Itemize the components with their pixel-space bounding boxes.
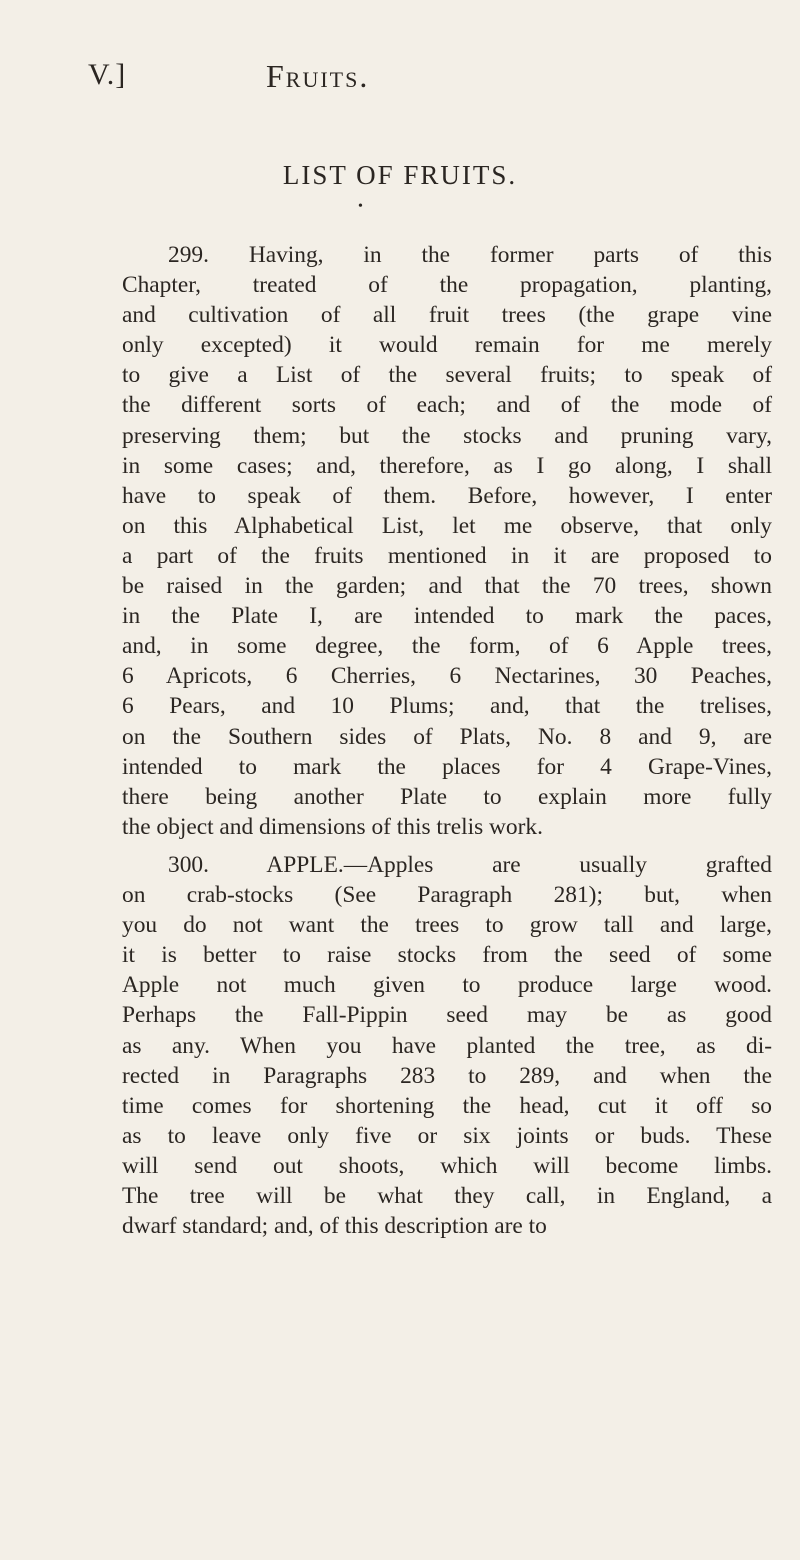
text-line: dwarf standard; and, of this description are to (122, 1213, 547, 1240)
text-line: 6 Pears, and 10 Plums; and, that the trelises, (122, 693, 772, 720)
text-line: Apple not much given to produce large wood. (122, 972, 772, 999)
text-line: in the Plate I, are intended to mark the paces, (122, 603, 772, 630)
paragraph-300 (122, 850, 772, 1241)
text-line: intended to mark the places for 4 Grape-Vines, (122, 753, 772, 780)
text-line: and, in some degree, the form, of 6 Apple trees, (122, 633, 772, 660)
text-line: it is better to raise stocks from the seed of some (122, 942, 772, 969)
text-line: time comes for shortening the head, cut it off so (122, 1092, 772, 1119)
text-line: will send out shoots, which will become limbs. (122, 1152, 772, 1179)
text-line: 300. APPLE.—Apples are usually grafted (168, 852, 772, 878)
text-line: The tree will be what they call, in England, a (122, 1183, 772, 1210)
text-line: you do not want the trees to grow tall and large, (122, 912, 772, 939)
text-line: a part of the fruits mentioned in it are proposed to (122, 542, 772, 569)
text-line: in some cases; and, therefore, as I go along, I shall (122, 452, 772, 479)
running-title: Fruits. (266, 58, 370, 94)
text-line: and cultivation of all fruit trees (the grape vine (122, 302, 772, 329)
text-line: on this Alphabetical List, let me observe, that only (122, 512, 772, 539)
text-line: preserving them; but the stocks and pruning vary, (122, 422, 772, 449)
text-line: rected in Paragraphs 283 to 289, and when the (122, 1062, 772, 1089)
text-line: Chapter, treated of the propagation, planting, (122, 272, 772, 299)
text-line: be raised in the garden; and that the 70 trees, shown (122, 573, 772, 600)
text-line: to give a List of the several fruits; to speak of (122, 362, 772, 389)
chapter-number: V.] (88, 58, 127, 91)
text-line: as any. When you have planted the tree, as di- (122, 1032, 772, 1059)
text-line: on the Southern sides of Plats, No. 8 and 9, are (122, 723, 772, 750)
text-line: the object and dimensions of this trelis work. (122, 813, 543, 840)
paragraph-299 (122, 240, 772, 842)
text-line: 6 Apricots, 6 Cherries, 6 Nectarines, 30 Peaches, (122, 663, 772, 690)
text-line: as to leave only five or six joints or buds. These (122, 1122, 772, 1149)
text-line: have to speak of them. Before, however, I enter (122, 482, 772, 509)
text-line: 299. Having, in the former parts of this (168, 242, 772, 268)
running-head (88, 58, 738, 98)
section-title: LIST OF FRUITS. (282, 160, 518, 190)
text-line: Perhaps the Fall-Pippin seed may be as good (122, 1002, 772, 1029)
ornament-dot: • (358, 199, 363, 214)
text-line: there being another Plate to explain more fully (122, 783, 772, 810)
text-line: on crab-stocks (See Paragraph 281); but, when (122, 882, 772, 909)
text-line: the different sorts of each; and of the mode of (122, 392, 772, 419)
text-line: only excepted) it would remain for me merely (122, 332, 772, 359)
